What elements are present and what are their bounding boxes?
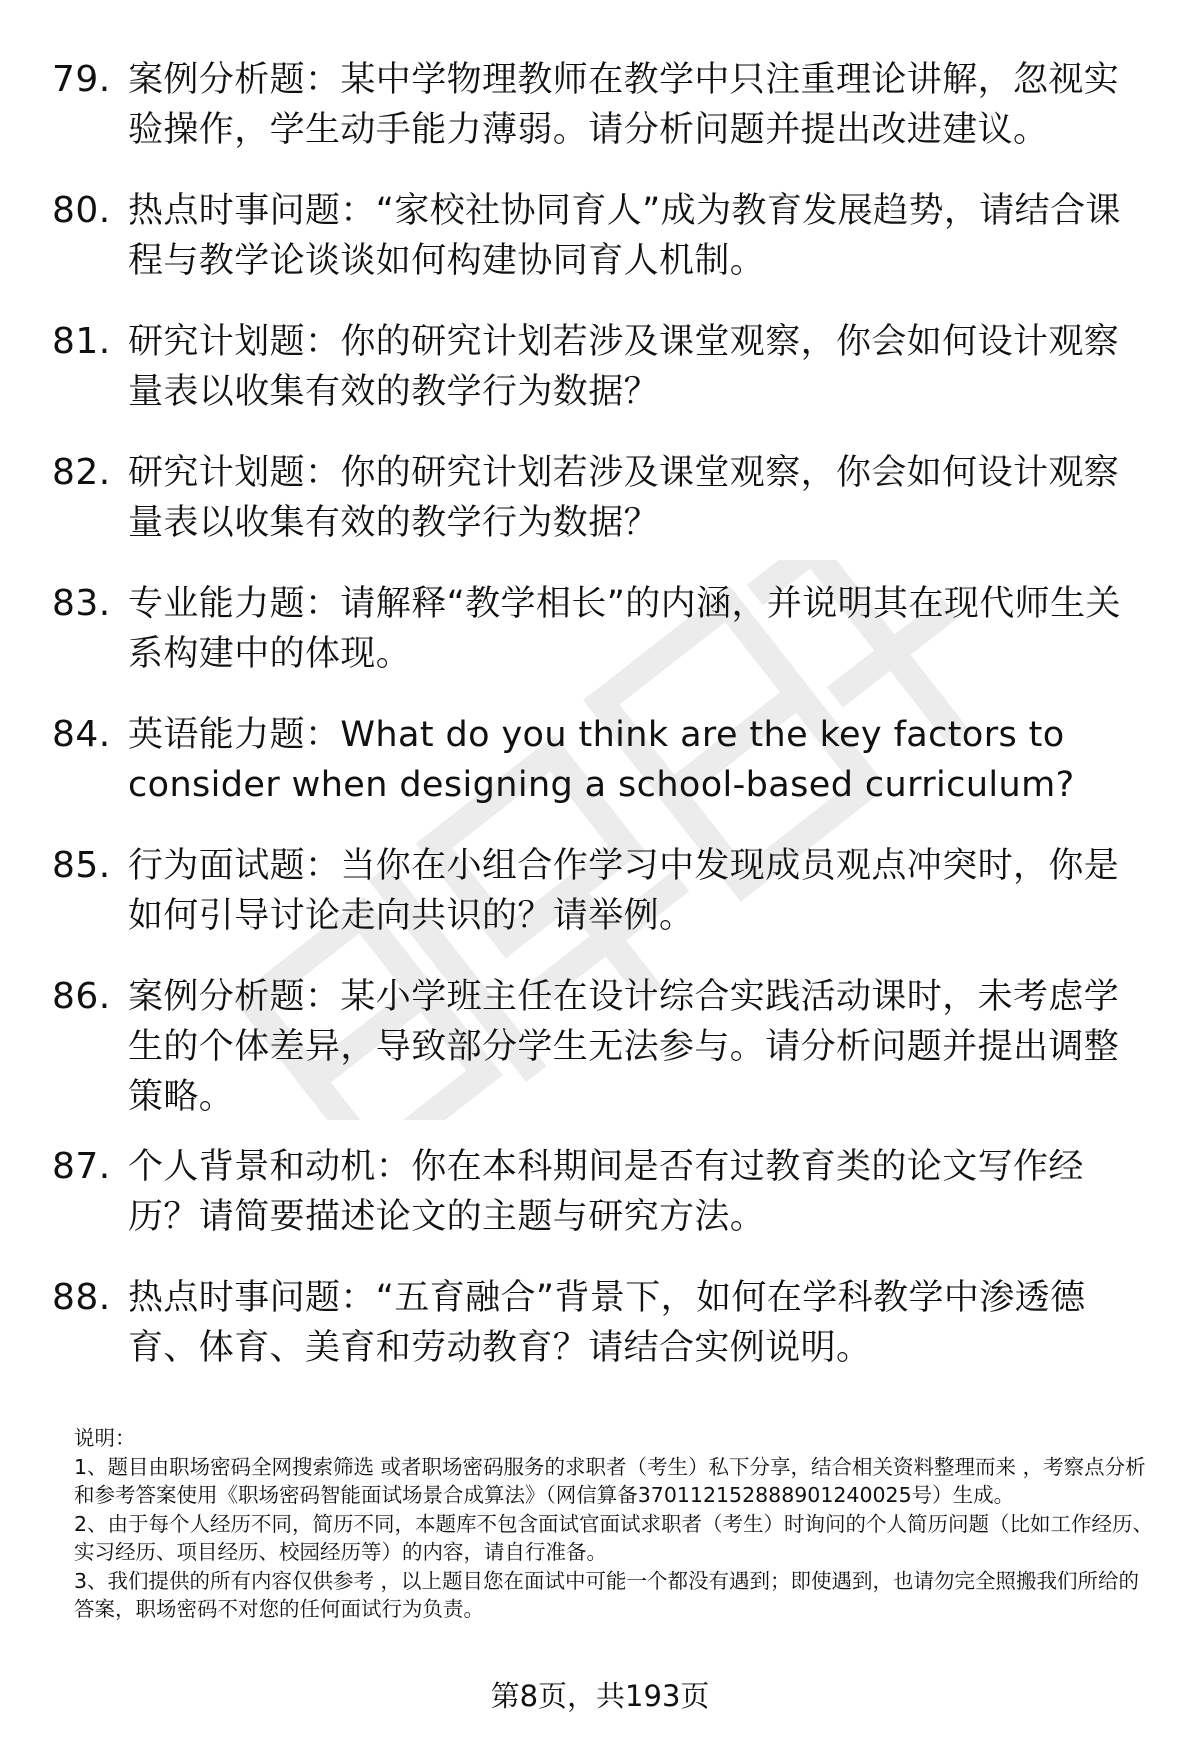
question-item bbox=[0, 1273, 1200, 1404]
question-number: 86. bbox=[52, 976, 111, 1017]
question-text: 个人背景和动机：你在本科期间是否有过教育类的论文写作经历？请简要描述论文的主题与研究方法。 bbox=[128, 1147, 1084, 1237]
question-number: 79. bbox=[52, 59, 111, 100]
question-item bbox=[0, 579, 1200, 710]
question-number: 87. bbox=[52, 1146, 111, 1187]
page-indicator: 第8页，共193页 bbox=[490, 1679, 710, 1713]
question-text: 研究计划题：你的研究计划若涉及课堂观察，你会如何设计观察量表以收集有效的教学行为数据？ bbox=[128, 453, 1120, 543]
question-text: 行为面试题：当你在小组合作学习中发现成员观点冲突时，你是如何引导讨论走向共识的？请举例。 bbox=[128, 846, 1120, 936]
question-text: 热点时事问题：“家校社协同育人”成为教育发展趋势，请结合课程与教学论谈谈如何构建协同育人机制。 bbox=[128, 191, 1121, 281]
question-number: 82. bbox=[52, 452, 111, 493]
question-item bbox=[0, 317, 1200, 448]
question-number: 80. bbox=[52, 190, 111, 231]
question-number: 88. bbox=[52, 1277, 111, 1318]
question-item bbox=[0, 55, 1200, 186]
question-text: 热点时事问题：“五育融合”背景下，如何在学科教学中渗透德育、体育、美育和劳动教育？请结合实例说明。 bbox=[128, 1278, 1086, 1368]
note-item: 3、我们提供的所有内容仅供参考 ，以上题目您在面试中可能一个都没有遇到；即使遇到，也请勿完全照搬我们所给的答案，职场密码不对您的任何面试行为负责。 bbox=[74, 1568, 1140, 1621]
question-number: 84. bbox=[52, 714, 111, 755]
question-number: 83. bbox=[52, 583, 111, 624]
question-text: 案例分析题：某小学班主任在设计综合实践活动课时，未考虑学生的个体差异，导致部分学生无法参与。请分析问题并提出调整策略。 bbox=[128, 977, 1120, 1117]
question-text: 案例分析题：某中学物理教师在教学中只注重理论讲解，忽视实验操作，学生动手能力薄弱。请分析问题并提出改进建议。 bbox=[128, 60, 1120, 150]
question-text: 研究计划题：你的研究计划若涉及课堂观察，你会如何设计观察量表以收集有效的教学行为数据？ bbox=[128, 322, 1120, 412]
question-item bbox=[0, 186, 1200, 317]
question-item bbox=[0, 448, 1200, 579]
note-item: 1、题目由职场密码全网搜索筛选 或者职场密码服务的求职者（考生）私下分享，结合相关资料整理而来 ，考察点分析和参考答案使用《职场密码智能面试场景合成算法》（网信算备370112152888901240025号）生成。 bbox=[74, 1454, 1146, 1507]
question-number: 85. bbox=[52, 845, 111, 886]
notes-section bbox=[74, 1424, 1154, 1624]
question-item bbox=[0, 710, 1200, 841]
note-item: 2、由于每个人经历不同，简历不同，本题库不包含面试官面试求职者（考生）时询问的个人简历问题（比如工作经历、实习经历、项目经历、校园经历等）的内容，请自行准备。 bbox=[74, 1511, 1154, 1564]
question-number: 81. bbox=[52, 321, 111, 362]
question-item bbox=[0, 841, 1200, 972]
question-list bbox=[0, 55, 1200, 1404]
notes-heading: 说明： bbox=[74, 1426, 136, 1450]
question-text: 专业能力题：请解释“教学相长”的内涵，并说明其在现代师生关系构建中的体现。 bbox=[128, 584, 1121, 674]
question-text: 英语能力题：What do you think are the key factors to consider when designing a school-based curriculum? bbox=[128, 715, 1075, 805]
question-item bbox=[0, 972, 1200, 1142]
question-item bbox=[0, 1142, 1200, 1273]
